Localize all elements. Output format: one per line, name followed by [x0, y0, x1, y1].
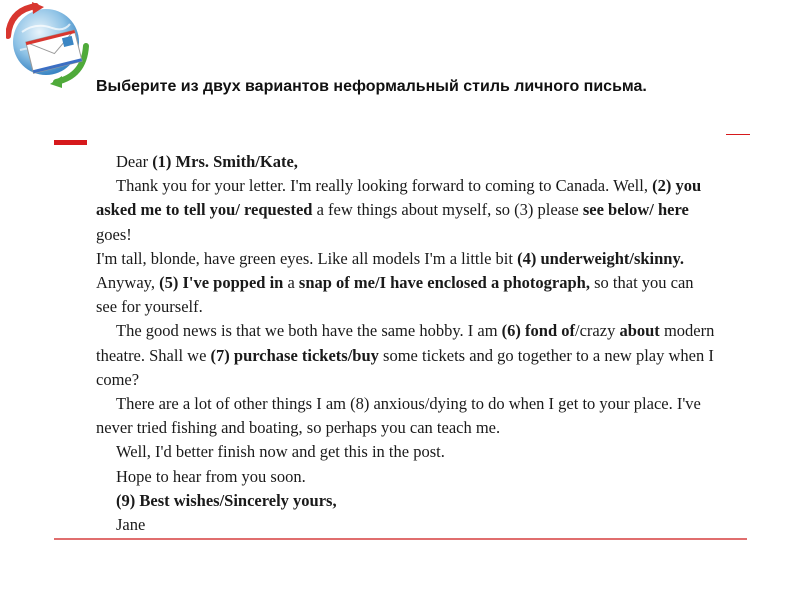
bottom-rule: [54, 538, 747, 540]
letter-paragraph: The good news is that we both have the same hobby. I am (6) fond of/crazy about modern theatre. Shall we (7) purchase tickets/buy some tickets and go together to a new play when I come?: [96, 321, 715, 389]
accent-line: [726, 134, 750, 135]
letter-paragraph: Thank you for your letter. I'm really looking forward to coming to Canada. Well, (2) you asked me to tell you/ requested a few things about myself, so (3) please see below/ here goes!: [96, 176, 702, 244]
letter-text: [96, 150, 716, 537]
letter-greeting: Dear (1) Mrs. Smith/Kate,: [116, 152, 298, 171]
letter-closing: (9) Best wishes/Sincerely yours,: [116, 490, 337, 510]
accent-bar: [54, 140, 87, 145]
letter-paragraph: There are a lot of other things I am (8) anxious/dying to do when I get to your place. I've never tried fishing and boating, so perhaps you can teach me.: [96, 394, 701, 438]
letter-paragraph: I'm tall, blonde, have green eyes. Like all models I'm a little bit (4) underweight/skinny. Anyway, (5) I've popped in a snap of me/I have enclosed a photograph, so that you can see for yourself.: [96, 248, 694, 317]
letter-paragraph: Well, I'd better finish now and get this in the post.: [116, 442, 445, 462]
letter-signature: Jane: [116, 515, 146, 535]
mail-envelope-globe-icon: [6, 2, 98, 88]
task-heading: Выберите из двух вариантов неформальный стиль личного письма.: [96, 78, 647, 95]
letter-paragraph: Hope to hear from you soon.: [116, 466, 306, 486]
